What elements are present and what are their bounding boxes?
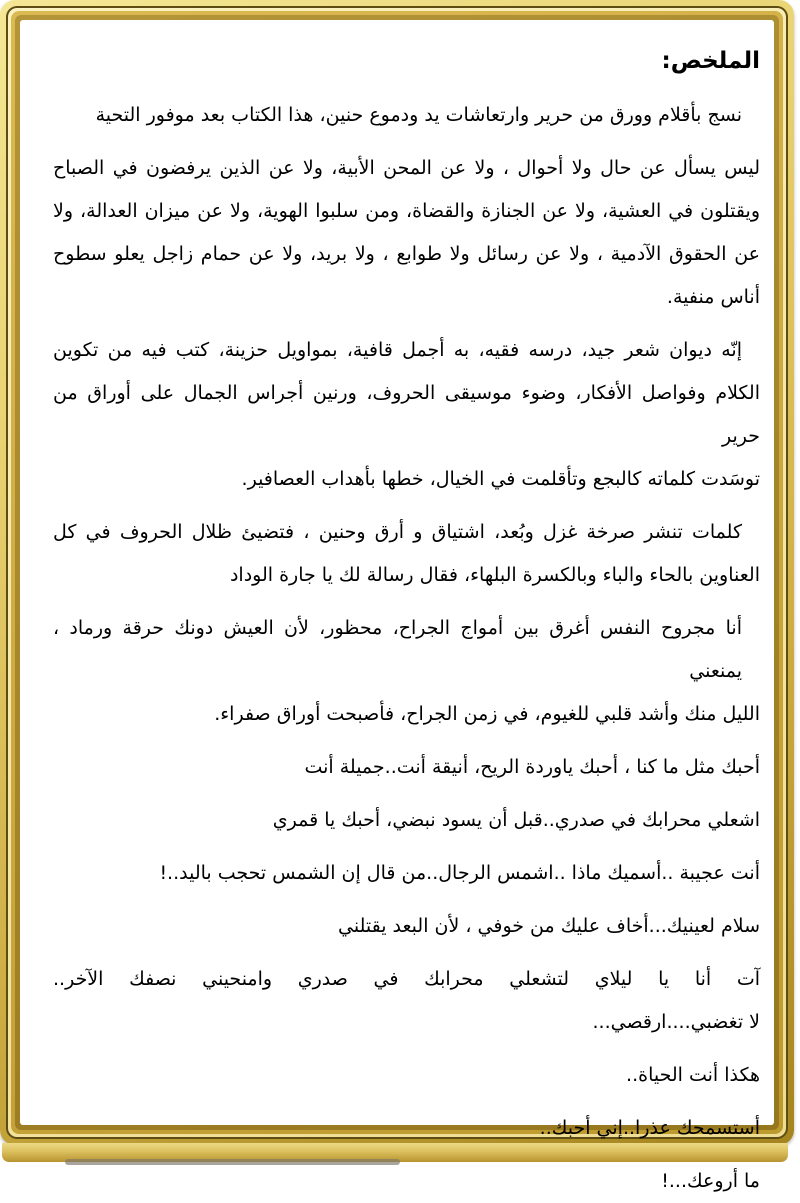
paragraph: [53, 746, 760, 789]
paragraph-line: ليس يسأل عن حال ولا أحوال ، ولا عن المحن الأبية، ولا عن الذين يرفضون في الصباح: [53, 157, 760, 179]
paragraph-line: الليل منك وأشد قلبي للغيوم، في زمن الجراح، فأصبحت أوراق صفراء.: [214, 703, 760, 725]
paragraph: [53, 1054, 760, 1097]
paragraph-line: إنّه ديوان شعر جيد، درسه فقيه، به أجمل قافية، بمواويل حزينة، كتب فيه من تكوين: [53, 339, 742, 361]
document-page: [20, 20, 774, 1192]
paragraph-line: العناوين بالحاء والباء وبالكسرة البلهاء، فقال رسالة لك يا جارة الوداد: [229, 564, 760, 586]
paragraph-line: كلمات تنشر صرخة غزل وبُعد، اشتياق و أرق وحنين ، فتضيئ ظلال الحروف في كل: [53, 521, 742, 543]
gold-frame-gold-band: [11, 11, 783, 1192]
document-body: [53, 94, 760, 1203]
paragraph-line: هكذا أنت الحياة..: [626, 1064, 760, 1086]
paragraph-line: أستسمحك عذرا..إني أحبك..: [539, 1117, 760, 1139]
paragraph-line: نسج بأقلام وورق من حرير وارتعاشات يد ودموع حنين، هذا الكتاب بعد موفور التحية: [95, 104, 742, 126]
frame-bottom-shadow: [65, 1159, 400, 1165]
paragraph: [53, 94, 760, 137]
paragraph: [53, 329, 760, 501]
paragraph-line: توسَدت كلماته كالبجع وتأقلمت في الخيال، خطها بأهداب العصافير.: [241, 468, 760, 490]
paragraph: [53, 905, 760, 948]
paragraph: [53, 852, 760, 895]
paragraph: [53, 1160, 760, 1203]
paragraph: [53, 958, 760, 1044]
paragraph: [53, 511, 760, 597]
gold-frame-inner-band: [15, 15, 779, 1192]
paragraph-line: أنا مجروح النفس أغرق بين أمواج الجراح، محظور، لأن العيش دونك حرقة ورماد ، يمنعني: [53, 617, 742, 682]
paragraph-line: أنت عجيبة ..أسميك ماذا ..اشمس الرجال..من قال إن الشمس تحجب باليد..!: [159, 862, 760, 884]
paragraph-line: أناس منفية.: [666, 286, 760, 308]
paragraph-line: سلام لعينيك...أخاف عليك من خوفي ، لأن البعد يقتلني: [338, 915, 760, 937]
gold-frame-dark-line: [6, 6, 788, 1192]
paragraph-line: آت أنا يا ليلاي لتشعلي محرابك في صدري وامنحيني نصفك الآخر..: [53, 968, 760, 990]
paragraph-line: ما أروعك...!: [661, 1170, 760, 1192]
paragraph-line: الكلام وفواصل الأفكار، وضوء موسيقى الحروف، ورنين أجراس الجمال على أوراق من حرير: [53, 382, 760, 447]
gold-frame-cream-stripe: [8, 8, 786, 1192]
paragraph-line: عن الحقوق الآدمية ، ولا عن رسائل ولا طوابع ، ولا بريد، ولا عن حمام زاجل يعلو سطوح: [53, 243, 760, 265]
paragraph: [53, 799, 760, 842]
paragraph: [53, 147, 760, 319]
paragraph-line: أحبك مثل ما كنا ، أحبك ياوردة الريح، أنيقة أنت..جميلة أنت: [304, 756, 760, 778]
paragraph-line: لا تغضبي....ارقصي...: [592, 1011, 760, 1033]
paragraph-line: اشعلي محرابك في صدري..قبل أن يسود نبضي، أحبك يا قمري: [272, 809, 760, 831]
paragraph: [53, 607, 760, 736]
document-title: الملخص:: [661, 48, 760, 74]
paragraph-line: ويقتلون في العشية، ولا عن الجنازة والقضاة، ومن سلبوا الهوية، ولا عن ميزان العدالة، ولا: [53, 200, 760, 222]
